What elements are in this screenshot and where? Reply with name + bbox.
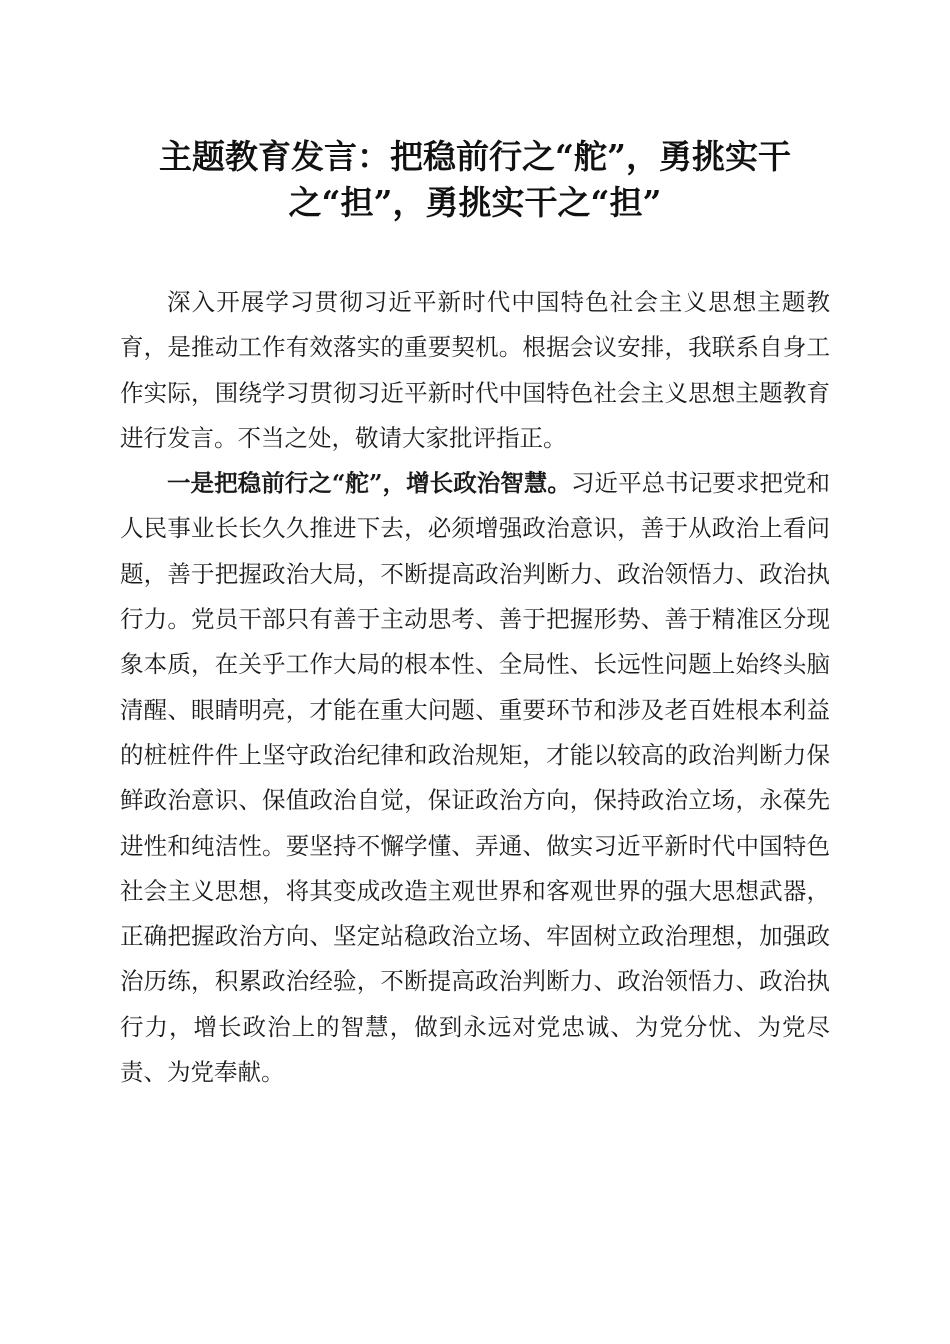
paragraph-text: 习近平总书记要求把党和人民事业长长久久推进下去，必须增强政治意识，善于从政治上看问题，善于把握政治大局，不断提高政治判断力、政治领悟力、政治执行力。党员干部只有善于主动思考、善于把握形势、善于精准区分现象本质，在关乎工作大局的根本性、全局性、长远性问题上始终头脑清醒、眼睛明亮，才能在重大问题、重要环节和涉及老百姓根本利益的桩桩件件上坚守政治纪律和政治规矩，才能以较高的政治判断力保鲜政治意识、保值政治自觉，保证政治方向，保持政治立场，永葆先进性和纯洁性。要坚持不懈学懂、弄通、做实习近平新时代中国特色社会主义思想，将其变成改造主观世界和客观世界的强大思想武器，正确把握政治方向、坚定站稳政治立场、牢固树立政治理想，加强政治历练，积累政治经验，不断提高政治判断力、政治领悟力、政治执行力，增长政治上的智慧，做到永远对党忠诚、为党分忧、为党尽责、为党奉献。: [120, 469, 830, 1087]
paragraph-text: 深入开展学习贯彻习近平新时代中国特色社会主义思想主题教育，是推动工作有效落实的重要契机。根据会议安排，我联系自身工作实际，围绕学习贯彻习近平新时代中国特色社会主义思想主题教育进行发言。不当之处，敬请大家批评指正。: [120, 288, 830, 452]
document-title: 主题教育发言：把稳前行之“舵”，勇挑实干之“担”，勇挑实干之“担”: [159, 137, 791, 222]
document-body: [120, 280, 830, 1095]
paragraph-point-one: [120, 461, 830, 1095]
paragraph-lead: 一是把稳前行之“舵”，增长政治智慧。: [167, 469, 571, 498]
paragraph-intro: [120, 280, 830, 461]
